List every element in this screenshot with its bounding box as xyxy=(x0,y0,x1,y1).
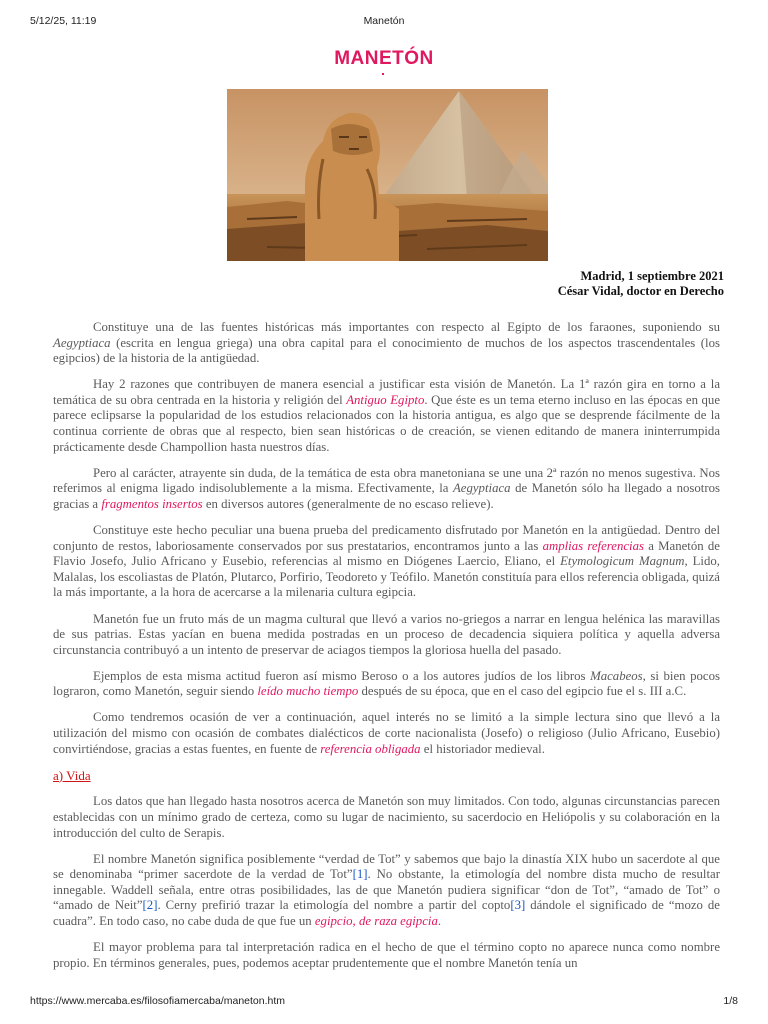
footnote-ref-1[interactable]: [1] xyxy=(352,867,368,882)
text-run: El mayor problema para tal interpretación radica en el hecho de que el término copto no aparece nunca como nombre propio. En términos generales, pues, podemos aceptar prudentemente que el nombre Manetón tenía un xyxy=(53,940,720,970)
paragraph xyxy=(53,320,720,367)
italic-title: Aegyptiaca xyxy=(452,481,511,496)
text-run: . Cerny prefirió trazar la etimología del nombre a partir del copto xyxy=(157,898,511,913)
byline-date: Madrid, 1 septiembre 2021 xyxy=(580,269,724,283)
text-run: . No obstante, la etimología del nombre dista mucho de resultar innegable. Waddell señala, entre otras posibilidades, las de que Manetón pudiera significar “don de Tot”, “amado de Tot” o “amado de Neit” xyxy=(53,867,720,913)
egipcio-raza-egipcia-link[interactable]: egipcio, de raza egipcia xyxy=(314,914,438,928)
amplias-referencias-link[interactable]: amplias referencias xyxy=(542,538,644,553)
text-run: Como tendremos ocasión de ver a continuación, aquel interés no se limitó a la simple lectura sino que llevó a la utilización del mismo con ocasión de combates dialécticos de corte nacionalista (Josefo) o religioso (Julio Africano, Eusebio) convirtiéndose, gracias a estas fuentes, en fuente de xyxy=(53,710,720,756)
paragraph xyxy=(53,852,720,930)
text-run: El nombre Manetón significa posiblemente “verdad de Tot” y sabemos que bajo la dinastía XIX hubo un sacerdote al que se denominaba “primer sacerdote de la verdad de Tot” xyxy=(53,851,720,882)
paragraph xyxy=(53,377,720,455)
footnote-ref-3[interactable]: [3] xyxy=(510,898,526,913)
antiguo-egipto-link[interactable]: Antiguo Egipto xyxy=(346,392,425,407)
text-run: de Manetón sólo ha llegado a nosotros gracias a xyxy=(53,481,720,511)
text-run: Constituye una de las fuentes históricas más importantes con respecto al Egipto de los faraones, suponiendo su xyxy=(93,320,720,334)
text-run: el historiador medieval. xyxy=(420,741,545,756)
text-run: Pero al carácter, atrayente sin duda, de la temática de esta obra manetoniana se une una 2ª razón no menos sugestiva. Nos referimos al enigma ligado indisolublemente a la misma. Efectivamente, la xyxy=(53,465,720,496)
paragraph xyxy=(53,794,720,841)
text-run: . xyxy=(437,914,442,928)
text-run: , Lido, Malalas, los escoliastas de Platón, Plutarco, Porfirio, Teodoreto y Teófilo. Manetón constituía para ellos referencia obligada, quizá la más importante, a la hora de acercarse a la milenaria cultura egipcia. xyxy=(53,554,720,600)
text-run: en diversos autores (generalmente de no escaso relieve). xyxy=(202,496,494,511)
text-run: Manetón fue un fruto más de un magma cultural que llevó a varios no-griegos a narrar en lengua helénica las maravillas de sus patrias. Estas yacían en buena medida postradas en un proceso de decadencia siquiera política y aquella adversa circunstancia contribuyó a un intento de preservar de aciagos tiempos la gloriosa huella del pasado. xyxy=(53,611,720,657)
paragraph xyxy=(53,466,720,513)
print-datetime: 5/12/25, 11:19 xyxy=(30,15,97,27)
section-heading-vida[interactable]: a) Vida xyxy=(53,767,91,783)
byline xyxy=(558,269,724,299)
paragraph xyxy=(53,523,720,601)
paragraph xyxy=(53,669,720,700)
text-run: Ejemplos de esta misma actitud fueron así mismo Beroso o a los autores judíos de los libros xyxy=(93,668,591,683)
fragmentos-insertos-link[interactable]: fragmentos insertos xyxy=(101,496,203,511)
paragraph xyxy=(53,612,720,659)
leido-mucho-tiempo-link[interactable]: leído mucho tiempo xyxy=(257,684,359,699)
text-run: . Que éste es un tema eterno incluso en las épocas en que parece eclipsarse la popularidad de los estudios relacionados con la historia antigua, es algo que se desprende fácilmente de la continua corriente de obras que al respecto, bien sean históricas o de creación, se vienen editando de manera ininterrumpida prácticamente desde Champollion hasta nuestros días. xyxy=(53,392,721,454)
italic-title: Aegyptiaca xyxy=(53,335,111,350)
italic-title: Etymologicum Magnum xyxy=(560,554,685,569)
paragraph xyxy=(53,710,720,757)
text-run: (escrita en lengua griega) una obra capital para el conocimiento de muchos de los aspectos trascendentales (los egipcios) de la historia de la antigüedad. xyxy=(53,335,720,366)
paragraph xyxy=(53,940,720,971)
referencia-obligada-link[interactable]: referencia obligada xyxy=(320,741,421,756)
text-run: después de su época, que en el caso del egipcio fue el s. III a.C. xyxy=(358,684,687,699)
italic-title: Macabeos xyxy=(590,668,643,683)
page-number: 1/8 xyxy=(723,995,738,1007)
text-run: Hay 2 razones que contribuyen de manera esencial a justificar esta visión de Manetón. La 1ª razón gira en torno a la temática de su obra centrada en la historia y religión del xyxy=(53,377,720,407)
print-footer xyxy=(30,995,738,1009)
text-run: Los datos que han llegado hasta nosotros acerca de Manetón son muy limitados. Con todo, algunas circunstancias parecen establecidas con un mínimo grado de certeza, como su lugar de nacimiento, su sacerdocio en Heliópolis y su colaboración en la introducción del culto de Serapis. xyxy=(53,794,720,840)
print-doc-title: Manetón xyxy=(363,15,405,27)
sphinx-pyramid-image xyxy=(227,89,548,261)
title-dot xyxy=(382,73,384,75)
text-run: a Manetón de Flavio Josefo, Julio Africano y Eusebio, referencias al mismo en Diógenes Laercio, Eliano, el xyxy=(53,538,720,569)
print-header xyxy=(30,15,738,29)
text-run: dándole el significado de “mozo de cuadra”. En todo caso, no cabe duda de que fue un xyxy=(53,898,720,928)
text-run: Constituye este hecho peculiar una buena prueba del predicamento disfrutado por Manetón en la antigüedad. Dentro del conjunto de restos, laboriosamente conservados por sus prestatarios, encontramos junto a las xyxy=(53,523,720,553)
hero-illustration xyxy=(227,89,548,261)
article-title: MANETÓN xyxy=(334,48,434,69)
footnote-ref-2[interactable]: [2] xyxy=(142,898,158,913)
text-run: , si bien pocos lograron, como Manetón, seguir siendo xyxy=(53,668,720,699)
page-url[interactable]: https://www.mercaba.es/filosofiamercaba/maneton.htm xyxy=(30,995,286,1007)
byline-author: César Vidal, doctor en Derecho xyxy=(557,284,724,298)
article-body xyxy=(53,320,720,982)
